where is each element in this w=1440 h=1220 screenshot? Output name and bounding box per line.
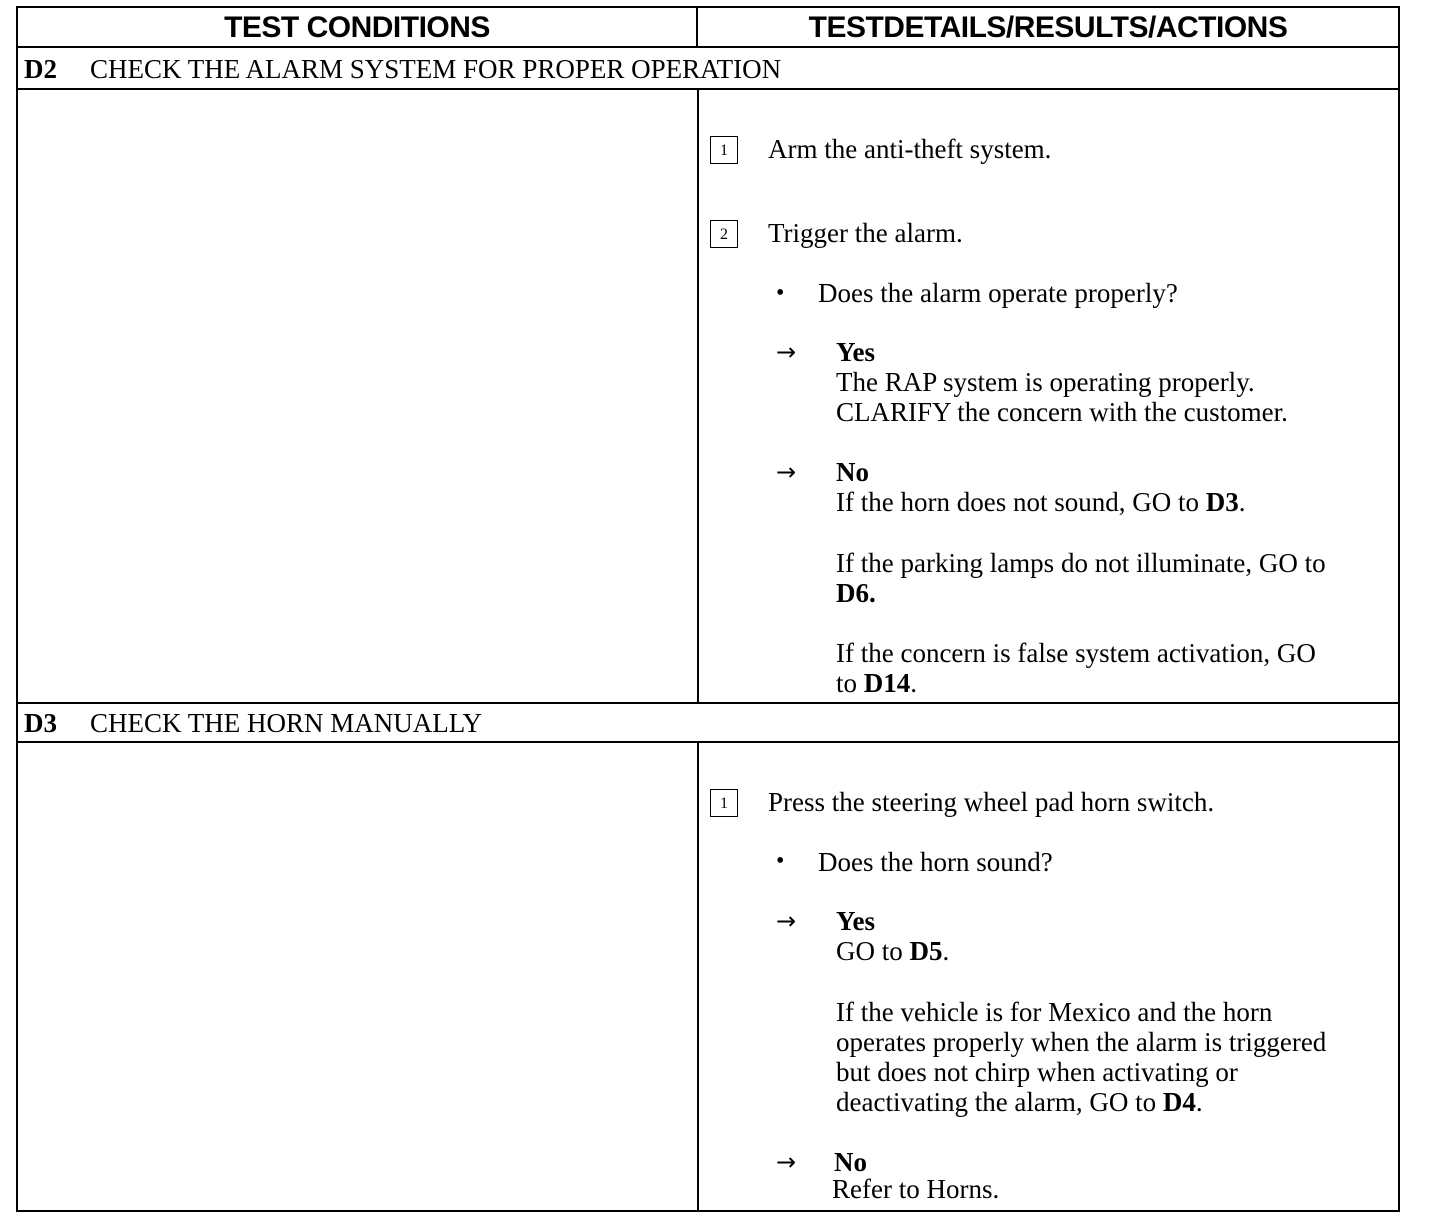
arrow-icon: → — [776, 1148, 797, 1176]
bullet: • — [776, 848, 785, 874]
d2-no-para3-line1: If the concern is false system activation, GO — [836, 638, 1316, 668]
d2-no-label: No — [836, 457, 869, 487]
divider — [18, 741, 1398, 743]
step-code-d2: D2 — [24, 54, 57, 84]
text: If the horn does not sound, GO to — [836, 487, 1206, 517]
d2-no-para3-line2 — [836, 668, 917, 699]
text: . — [910, 668, 918, 698]
d2-no-para1 — [836, 487, 1245, 518]
step-d2-title-row — [24, 49, 781, 89]
text: . — [942, 936, 950, 966]
text: . — [869, 578, 876, 608]
d3-yes-line1 — [836, 936, 949, 967]
d3-yes-para2-line1: If the vehicle is for Mexico and the horn — [836, 997, 1273, 1027]
header-test-details: TESTDETAILS/RESULTS/ACTIONS — [808, 11, 1288, 44]
column-divider — [697, 90, 699, 702]
step-ref-d4: D4 — [1162, 1087, 1196, 1117]
d3-no-line1: Refer to Horns. — [832, 1174, 1000, 1204]
step-number-badge: 2 — [710, 220, 738, 248]
text: GO to — [836, 936, 910, 966]
arrow-icon: → — [776, 338, 797, 366]
text: to — [836, 668, 864, 698]
d2-question: Does the alarm operate properly? — [818, 278, 1178, 308]
diagnostic-table — [16, 6, 1400, 1212]
text: . — [1238, 487, 1246, 517]
header-test-conditions: TEST CONDITIONS — [18, 8, 698, 48]
step-ref-d6: D6 — [836, 578, 869, 608]
step-code-d3: D3 — [24, 708, 57, 738]
d2-yes-line2: CLARIFY the concern with the customer. — [836, 397, 1288, 427]
d3-yes-para2-line4 — [836, 1087, 1203, 1118]
divider — [18, 46, 1398, 48]
arrow-icon: → — [776, 907, 797, 935]
arrow-icon: → — [776, 458, 797, 486]
step-d3-title-row — [24, 703, 482, 743]
text: deactivating the alarm, GO to — [836, 1087, 1163, 1117]
d2-yes-line1: The RAP system is operating properly. — [836, 367, 1255, 397]
column-divider — [697, 743, 699, 1212]
step-ref-d5: D5 — [909, 936, 943, 966]
d3-no-label: No — [834, 1147, 867, 1177]
d2-step1-text: Arm the anti-theft system. — [768, 134, 1052, 164]
d3-yes-para2-line3: but does not chirp when activating or — [836, 1057, 1238, 1087]
d3-step1-text: Press the steering wheel pad horn switch. — [768, 787, 1215, 817]
step-number-badge: 1 — [710, 136, 738, 164]
bullet: • — [776, 280, 785, 306]
d3-question: Does the horn sound? — [818, 847, 1053, 877]
d3-yes-label: Yes — [836, 906, 875, 936]
step-title-d3: CHECK THE HORN MANUALLY — [90, 708, 483, 738]
step-number-badge: 1 — [710, 789, 738, 817]
step-title-d2: CHECK THE ALARM SYSTEM FOR PROPER OPERATION — [90, 54, 782, 84]
d2-no-para2-line1: If the parking lamps do not illuminate, GO to — [836, 548, 1326, 578]
step-ref-d14: D14 — [863, 668, 911, 698]
step-ref-d3: D3 — [1205, 487, 1239, 517]
d2-no-para2-line2 — [836, 578, 876, 609]
d3-yes-para2-line2: operates properly when the alarm is triggered — [836, 1027, 1327, 1057]
d2-step2-text: Trigger the alarm. — [768, 218, 963, 248]
d2-yes-label: Yes — [836, 337, 875, 367]
text: . — [1195, 1087, 1203, 1117]
divider — [18, 88, 1398, 90]
